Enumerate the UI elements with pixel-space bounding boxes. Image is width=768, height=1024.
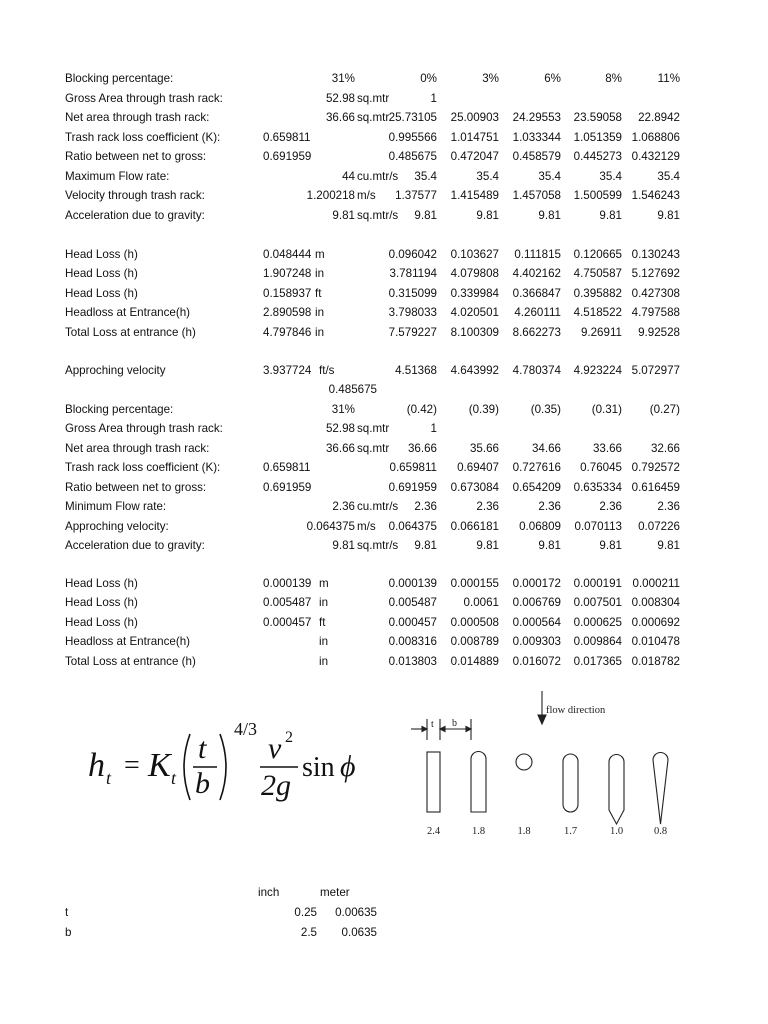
formula-b: b [195,767,210,800]
row-col-2: 8.100309 [450,325,499,339]
table-row [0,323,768,343]
row-col-1: 0.000457 [388,615,437,629]
row-col-3: 0.006769 [512,596,561,609]
row-col-1: 2.36 [414,500,437,513]
row-unit: ft/s [319,363,335,377]
shape-factor-label: 0.8 [653,826,668,837]
row-value: 0.064375 [306,519,355,533]
left-paren [184,734,190,800]
row-value: 9.81 [332,539,355,552]
row-unit: m/s [357,189,376,202]
row-col-4: (0.31) [591,402,622,416]
row-value: 31% [331,72,355,85]
row-label: Headloss at Entrance(h) [65,306,191,319]
pointed-bar-shape [609,755,624,825]
formula-denominator: 2g [261,769,291,802]
formula-k-subscript: t [171,768,177,788]
table-row [0,652,768,672]
row-col-3: 24.29553 [512,111,561,124]
row-col-5: 0.616459 [631,480,680,494]
table-row [0,593,768,613]
row-col-2: 4.079808 [450,267,499,280]
table-row [0,439,768,459]
table-row [0,536,768,556]
row-col-2: 9.81 [476,539,499,552]
row-label: Head Loss (h) [65,615,138,629]
row-col-4: 2.36 [599,500,622,513]
row-col-3: 34.66 [531,441,561,455]
table-row [0,613,768,633]
right-paren [220,734,226,800]
row-col-4: 0.017365 [573,654,622,668]
row-label: Approching velocity [65,363,166,377]
row-col-2: 0.103627 [450,247,499,261]
row-col-4: 0.007501 [573,596,622,609]
row-col-3: 1.457058 [512,189,561,202]
formula-exponent: 4/3 [234,719,258,739]
round-nose-bar-shape [471,752,486,813]
row-col-3: 0.000564 [512,615,561,629]
row-value: 0.005487 [263,596,312,609]
row-col-4: 0.395882 [573,286,622,300]
row-label: Ratio between net to gross: [65,480,207,494]
row-unit: in [319,654,329,668]
row-unit: cu.mtr/s [357,500,399,513]
row-value: 52.98 [325,91,355,105]
row-col-1: 3.781194 [389,267,437,280]
row-unit: in [319,635,329,648]
b-arrow-right [466,727,471,732]
table-row [0,419,768,439]
row-col-5: 0.130243 [631,247,680,261]
row-col-3: 8.662273 [512,325,561,339]
row-unit: in [315,325,325,339]
row-value: 1.907248 [263,267,312,280]
row-col-3: 1.033344 [512,130,561,144]
lone-value: 0.485675 [328,383,377,396]
row-col-2: 3% [482,72,499,85]
row-value: 31% [331,402,355,416]
shape-factor-label: 1.0 [609,826,624,837]
row-col-1: 7.579227 [388,325,437,339]
row-value: 0.048444 [263,247,312,261]
table-row [0,284,768,304]
row-label: Gross Area through trash rack: [65,422,223,435]
row-value: 0.659811 [263,461,311,474]
row-col-4: 8% [605,72,622,85]
row-col-4: 1.051359 [573,130,622,144]
row-value: 2.890598 [263,306,312,319]
formula-phi: ϕ [340,750,356,783]
row-unit: in [315,267,325,280]
row-label: Net area through trash rack: [65,111,210,124]
row-label: Total Loss at entrance (h) [65,325,196,339]
row-col-2: 0.69407 [457,461,499,474]
row-unit: sq.mtr [357,422,390,435]
row-unit: m/s [357,519,376,533]
row-col-5: 0.432129 [631,150,680,163]
row-col-5: 4.797588 [631,306,680,319]
row-col-5: 0.010478 [631,635,680,648]
row-col-5: 0.008304 [631,596,680,609]
row-unit: sq.mtr/s [357,539,399,552]
row-col-1: 3.798033 [388,306,437,319]
row-label: Blocking percentage: [65,402,174,416]
row-col-1: 1 [430,91,437,105]
row-label: Acceleration due to gravity: [65,208,205,222]
row-col-2: 0.014889 [450,654,499,668]
table-row [0,186,768,206]
row-label: Minimum Flow rate: [65,500,167,513]
row-unit: m [319,576,329,590]
row-col-5: 9.81 [657,539,680,552]
table-row [0,923,768,943]
formula-v: v [268,732,282,765]
row-label: Head Loss (h) [65,267,138,280]
row-col-4: 0.120665 [573,247,622,261]
row-col-5: 0.427308 [631,286,680,300]
row-label: Trash rack loss coefficient (K): [65,461,221,474]
row-col-5: 1.546243 [631,189,680,202]
dimension-inch: 2.5 [300,926,317,939]
formula-v-exponent: 2 [285,729,293,746]
row-col-2: 9.81 [476,208,499,222]
row-unit: m [315,247,325,261]
row-col-5: 9.81 [657,208,680,222]
row-value: 1.200218 [306,189,355,202]
row-col-2: 0.066181 [450,519,499,533]
row-unit: sq.mtr [357,111,390,124]
t-dimension-label: t [431,719,434,730]
row-value: 0.691959 [263,480,312,494]
dimension-inch: 0.25 [294,906,317,919]
formula-equals: = [124,750,140,781]
table-row [0,245,768,265]
row-value: 0.000457 [263,615,312,629]
row-col-2: 0.0061 [463,596,499,609]
table-row [0,167,768,187]
meter-header: meter [320,886,350,899]
flow-direction-label: flow direction [546,705,606,716]
t-arrow-left [422,727,427,732]
row-value: 3.937724 [263,363,312,377]
row-col-2: 1.014751 [450,130,499,144]
row-label: Velocity through trash rack: [65,189,205,202]
formula-k: K [148,747,171,784]
row-label: Headloss at Entrance(h) [65,635,191,648]
row-unit: in [315,306,325,319]
table-row [0,400,768,420]
row-col-4: 0.070113 [574,519,622,533]
row-col-2: 4.643992 [450,363,499,377]
row-col-2: 4.020501 [450,306,499,319]
shape-factor-label: 1.7 [563,826,578,837]
table-row [0,303,768,323]
shape-factor-label: 2.4 [426,826,441,837]
row-unit: in [319,596,329,609]
row-label: Head Loss (h) [65,286,138,300]
row-col-5: 9.92528 [638,325,680,339]
row-col-1: 0.691959 [388,480,437,494]
row-label: Maximum Flow rate: [65,169,170,183]
row-value: 0.691959 [263,150,312,163]
dimension-label: b [65,926,72,939]
row-col-2: 25.00903 [450,111,499,124]
row-col-2: 1.415489 [450,189,499,202]
row-col-4: 1.500599 [573,189,622,202]
row-col-4: 4.923224 [573,363,622,377]
row-value: 36.66 [325,111,355,124]
row-value: 4.797846 [263,325,312,339]
row-col-3: 4.402162 [512,267,561,280]
row-col-3: 9.81 [538,539,561,552]
row-col-5: 5.127692 [631,267,680,280]
inch-header: inch [258,886,280,899]
row-col-3: 4.260111 [514,306,561,319]
row-col-3: (0.35) [530,402,561,416]
row-value: 52.98 [325,422,355,435]
row-label: Net area through trash rack: [65,441,210,455]
row-col-1: 35.4 [414,169,437,183]
formula-sin: sin [302,752,335,783]
row-col-2: 2.36 [476,500,499,513]
table-row [0,632,768,652]
row-col-5: 0.000692 [631,615,680,629]
row-col-4: 0.445273 [573,150,622,163]
row-col-2: 35.4 [476,169,499,183]
row-col-1: 4.51368 [395,363,437,377]
row-col-2: 35.66 [469,441,499,455]
row-col-1: 0.000139 [388,576,437,590]
row-label: Approching velocity: [65,519,169,533]
row-col-3: 0.016072 [512,654,561,668]
row-col-1: 0.096042 [388,247,437,261]
row-col-1: 0.315099 [388,286,437,300]
row-col-4: 0.009864 [573,635,622,648]
flow-arrow-head [538,715,546,724]
row-col-4: 0.000625 [573,615,622,629]
row-label: Total Loss at entrance (h) [65,654,196,668]
table-row [0,264,768,284]
rounded-bar-shape [563,754,578,812]
row-col-1: 25.73105 [388,111,437,124]
row-value: 2.36 [332,500,355,513]
table-row [0,69,768,89]
row-col-4: 0.000191 [573,576,622,590]
row-col-1: 9.81 [414,208,437,222]
table-row [0,517,768,537]
row-unit: sq.mtr [357,441,390,455]
row-label: Head Loss (h) [65,247,138,261]
row-col-1: 36.66 [407,441,437,455]
row-col-3: 0.654209 [512,480,561,494]
row-col-1: 0.005487 [388,596,437,609]
row-col-2: 0.673084 [450,480,499,494]
row-value: 9.81 [332,208,355,222]
approach-velocity-row [0,361,768,381]
row-col-4: 9.81 [599,539,622,552]
row-label: Head Loss (h) [65,576,138,590]
row-col-3: 35.4 [538,169,561,183]
row-col-3: 2.36 [538,500,561,513]
row-col-5: 35.4 [657,169,680,183]
row-col-1: 1 [430,422,437,435]
row-value: 36.66 [325,441,355,455]
table-row [0,458,768,478]
row-col-5: 32.66 [650,441,680,455]
row-col-4: 0.635334 [573,480,622,494]
row-col-2: 0.000155 [450,576,499,590]
table-row [0,128,768,148]
row-value: 0.000139 [263,576,312,590]
row-col-5: 0.000211 [632,576,680,590]
row-col-3: 0.458579 [512,150,561,163]
row-col-5: 0.792572 [631,461,680,474]
head-loss-formula [78,690,378,830]
row-value: 44 [342,169,355,183]
row-col-1: 0.064375 [388,519,437,533]
row-label: Acceleration due to gravity: [65,539,205,552]
row-col-3: 4.780374 [512,363,561,377]
row-col-2: (0.39) [468,402,499,416]
table-row [0,108,768,128]
formula-t: t [198,732,207,765]
row-col-2: 0.000508 [450,615,499,629]
row-col-1: 0.485675 [388,150,437,163]
dimension-label: t [65,906,69,919]
row-col-1: 1.37577 [395,189,437,202]
row-col-1: 0.659811 [389,461,437,474]
bar-shape-diagram [405,688,691,840]
table-row [0,903,768,923]
row-col-3: 0.06809 [519,519,561,533]
row-col-1: 0.008316 [388,635,437,648]
table-row [0,478,768,498]
row-col-5: 11% [657,72,680,85]
row-col-4: 0.76045 [580,461,622,474]
row-col-1: 9.81 [414,539,437,552]
row-unit: ft [319,615,326,629]
row-col-3: 0.727616 [512,461,561,474]
row-unit: cu.mtr/s [357,169,399,183]
row-col-5: 2.36 [657,500,680,513]
row-col-4: 9.26911 [580,325,622,339]
rectangular-bar-shape [427,752,440,812]
dimension-meter: 0.0635 [341,926,377,939]
row-col-3: 6% [544,72,561,85]
circular-bar-shape [516,754,532,770]
row-col-1: (0.42) [406,402,437,416]
row-col-4: 4.750587 [573,267,622,280]
table-row [0,206,768,226]
row-col-5: 5.072977 [631,363,680,377]
row-col-2: 0.008789 [450,635,499,648]
formula-h-subscript: t [106,768,112,788]
row-col-3: 0.366847 [512,286,561,300]
row-value: 0.158937 [263,286,312,300]
shape-factor-label: 1.8 [471,826,486,837]
row-col-1: 0.995566 [388,130,437,144]
row-col-1: 0% [420,72,437,85]
row-col-3: 0.009303 [512,635,561,648]
row-value: 0.659811 [263,130,311,144]
row-unit: sq.mtr [357,91,390,105]
row-label: Ratio between net to gross: [65,150,207,163]
row-label: Head Loss (h) [65,596,138,609]
row-col-3: 0.111815 [514,247,561,261]
row-col-5: 22.8942 [638,111,680,124]
row-label: Blocking percentage: [65,72,174,85]
row-col-5: (0.27) [649,402,680,416]
row-col-4: 9.81 [599,208,622,222]
row-col-4: 35.4 [599,169,622,183]
row-col-3: 9.81 [538,208,561,222]
table-row [0,89,768,109]
shape-factor-label: 1.8 [517,826,531,837]
table-row [0,497,768,517]
row-col-5: 1.068806 [631,130,680,144]
b-dimension-label: b [452,718,457,729]
row-col-2: 0.339984 [450,286,499,300]
row-col-4: 33.66 [592,441,622,455]
row-col-5: 0.018782 [631,654,680,668]
row-label: Gross Area through trash rack: [65,91,223,105]
dimensions-header [0,883,768,903]
lone-value-row [0,380,768,400]
table-row [0,147,768,167]
row-col-5: 0.07226 [638,519,680,533]
row-col-1: 0.013803 [388,654,437,668]
table-row [0,574,768,594]
row-col-4: 23.59058 [573,111,622,124]
row-col-3: 0.000172 [512,576,561,590]
formula-h: h [88,747,105,784]
row-col-4: 4.518522 [573,306,622,319]
row-label: Trash rack loss coefficient (K): [65,130,221,144]
dimension-meter: 0.00635 [335,906,377,919]
b-arrow-left [440,727,445,732]
row-col-2: 0.472047 [450,150,499,163]
teardrop-bar-shape [653,753,668,825]
row-unit: ft [315,286,322,300]
row-unit: sq.mtr/s [357,208,399,222]
